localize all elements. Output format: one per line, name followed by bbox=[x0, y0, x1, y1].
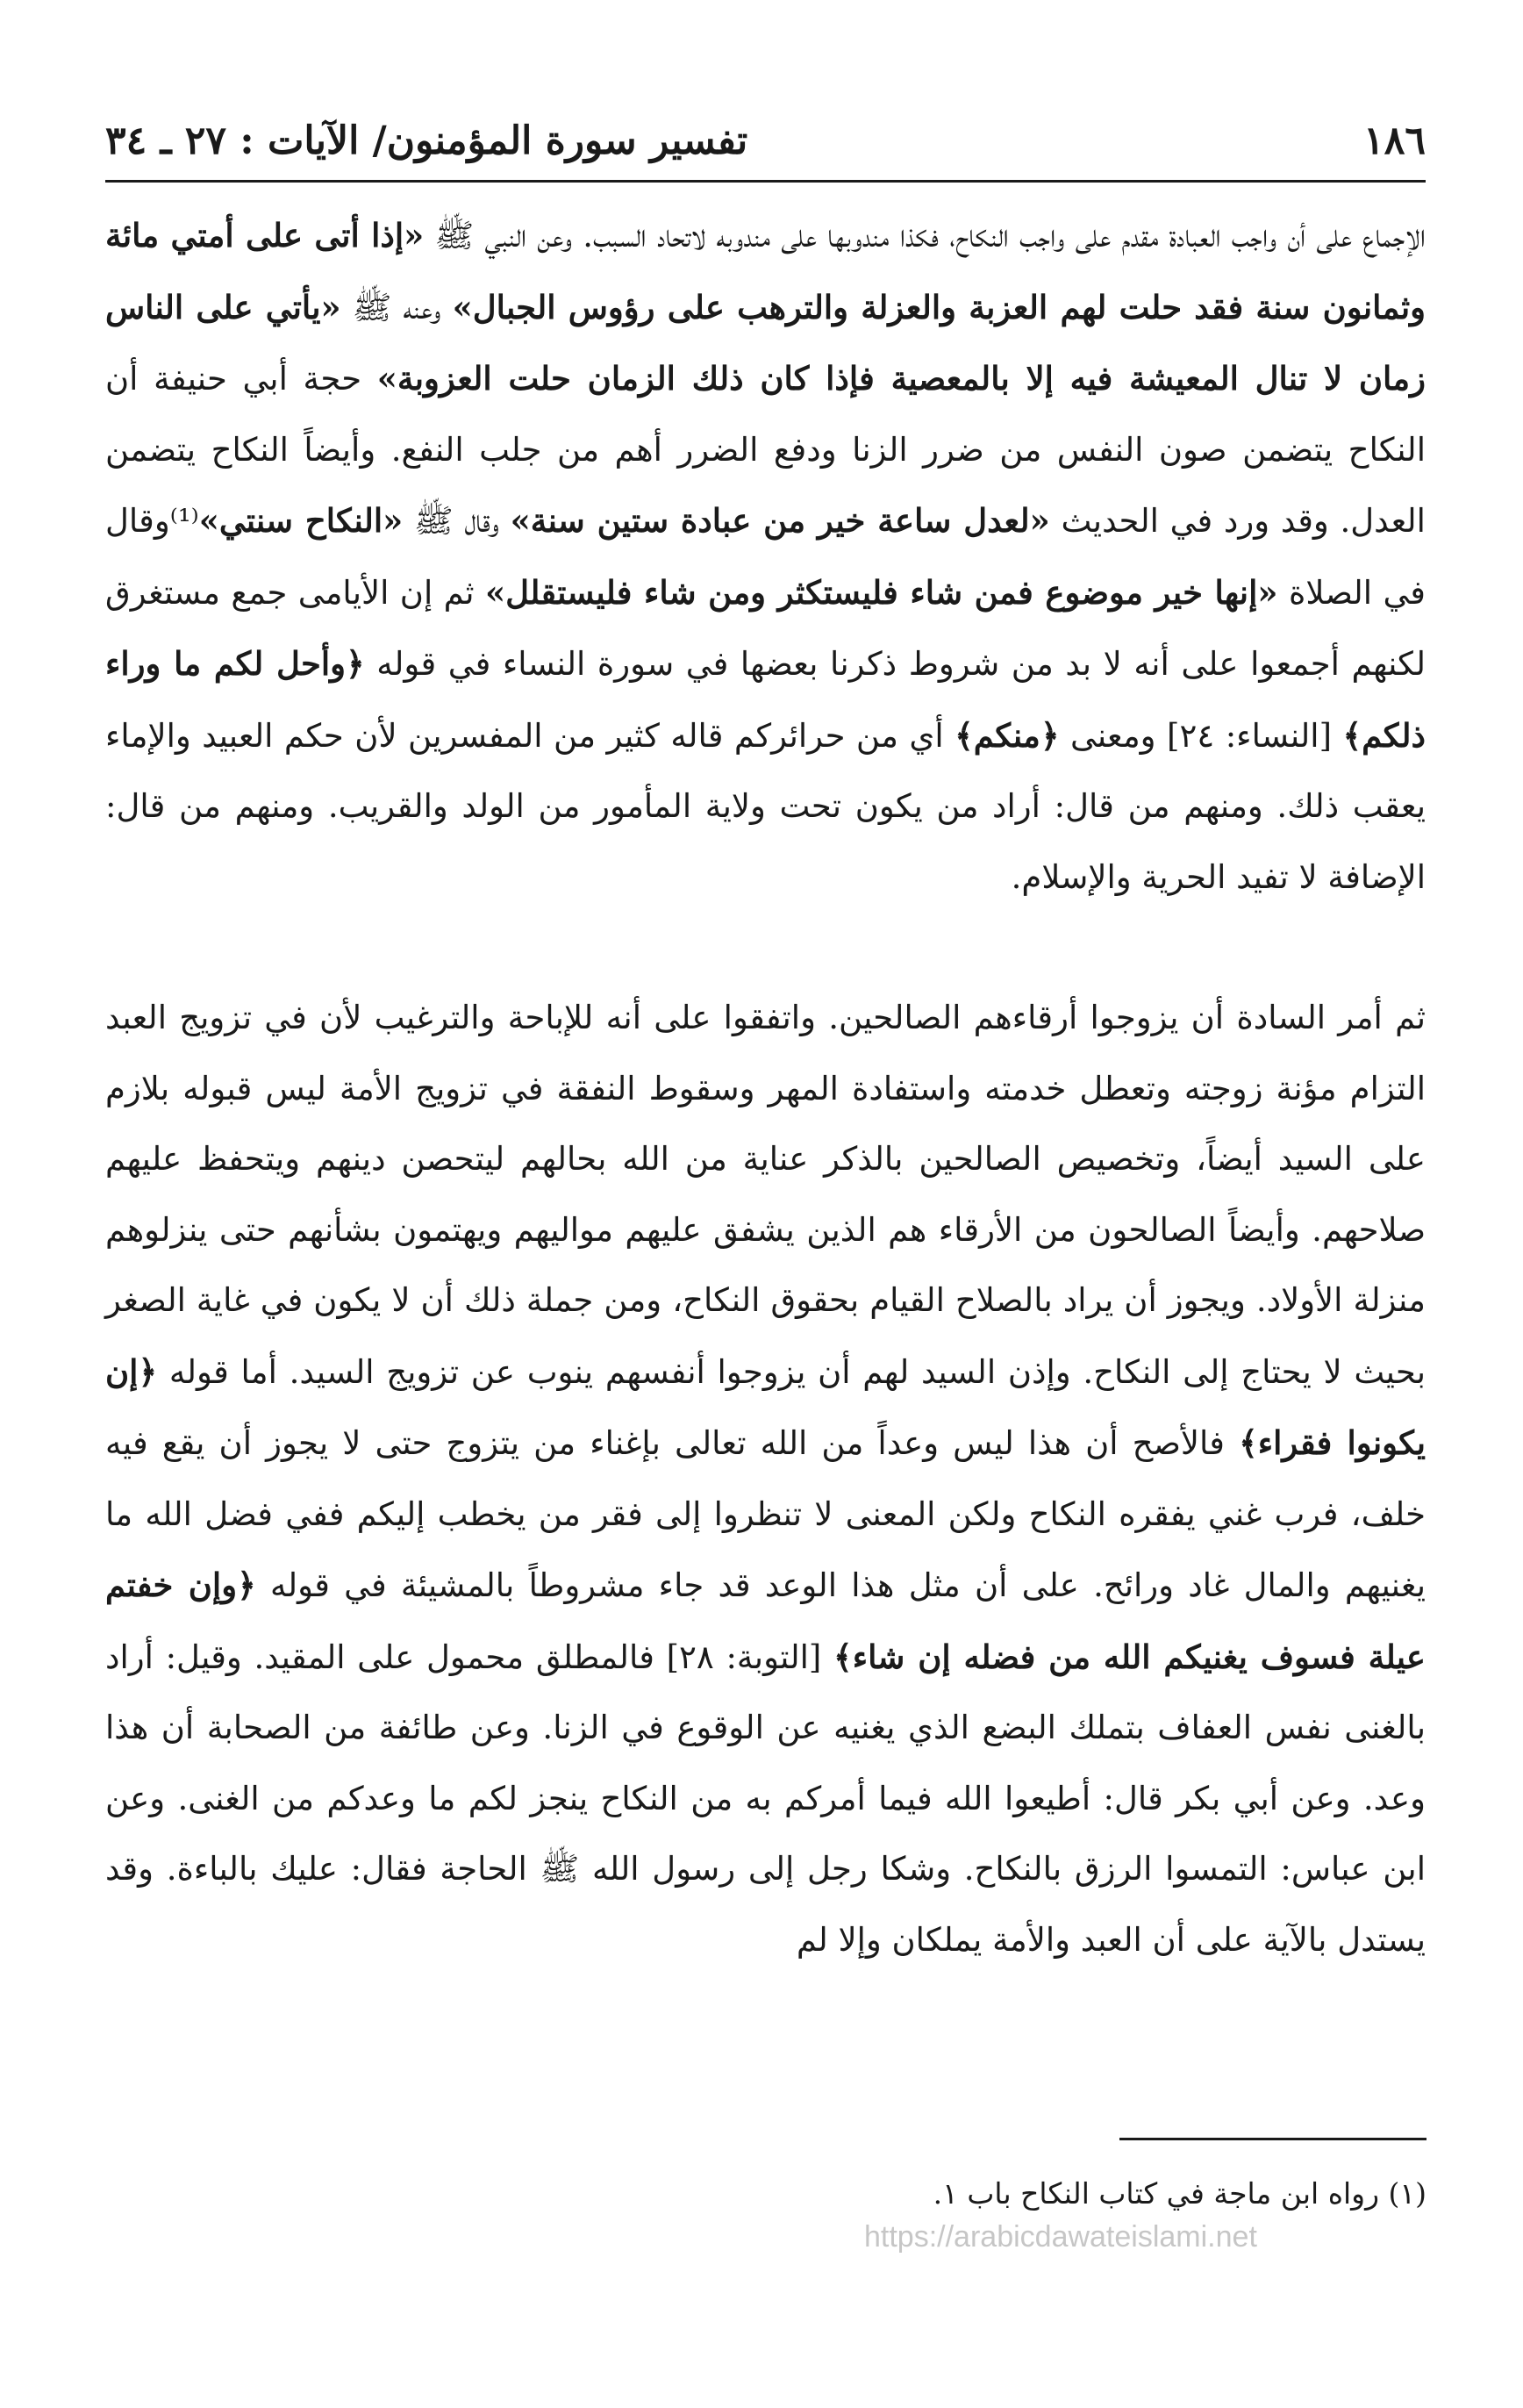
watermark-url: https://arabicdawateislami.net bbox=[864, 2220, 1257, 2254]
quoted-text: «لعدل ساعة خير من عبادة ستين سنة» bbox=[510, 501, 1050, 540]
running-title: تفسير سورة المؤمنون/ الآيات : ٢٧ ـ ٣٤ bbox=[105, 118, 748, 163]
quoted-text: ﴿وإن خفتم عيلة فسوف يغنيكم الله من فضله إن شاء﴾ bbox=[105, 1566, 1426, 1676]
text-run: [النساء: ٢٤] ومعنى bbox=[1059, 716, 1343, 755]
text-run: فالأصح أن هذا ليس وعداً من الله تعالى بإغناء من يتزوج حتى لا يجوز أن يقع فيه خلف، فرب غني يفقره النكاح ولكن المعنى لا تنظروا إلى فقر من يخطب إليكم ففي فضل الله ما يغنيهم والمال غاد ورائح. على أن مثل هذا الوعد قد جاء مشروطاً بالمشيئة في قوله bbox=[105, 1424, 1426, 1604]
text-run: حجة أبي حنيفة أن النكاح يتضمن صون النفس من ضرر الزنا ودفع الضرر أهم من جلب النفع. وأيضاً النكاح يتضمن العدل. وقد ورد في الحديث bbox=[105, 360, 1426, 540]
text-run: وعنه ﷺ bbox=[340, 288, 453, 326]
text-run: [التوبة: ٢٨] فالمطلق محمول على المقيد. وقيل: أراد بالغنى نفس العفاف بتملك البضع الذي يغنيه عن الوقوع في الزنا. وعن طائفة من الصحابة أن هذا وعد. وعن أبي بكر قال: أطيعوا الله فيما أمركم به من النكاح ينجز لكم ما وعدكم من الغنى. وعن ابن عباس: التمسوا الرزق بالنكاح. وشكا رجل إلى رسول الله ﷺ الحاجة فقال: عليك بالباءة. وقد يستدل بالآية على أن العبد والأمة يملكان وإلا لم bbox=[105, 1638, 1426, 1959]
page-header bbox=[105, 110, 1426, 189]
footnote-rule bbox=[1119, 2138, 1426, 2140]
paragraph-1 bbox=[105, 200, 1426, 913]
footnote: (١) رواه ابن ماجة في كتاب النكاح باب ١. bbox=[933, 2176, 1426, 2211]
text-run: أي من حرائركم قاله كثير من المفسرين لأن حكم العبيد والإماء يعقب ذلك. ومنهم من قال: أراد من يكون تحت ولاية المأمور من الولد والقريب. ومنهم من قال: الإضافة لا تفيد الحرية والإسلام. bbox=[105, 716, 1426, 896]
text-run: ثم أمر السادة أن يزوجوا أرقاءهم الصالحين. واتفقوا على أنه للإباحة والترغيب لأن في تزويج العبد التزام مؤنة زوجته وتعطل خدمته واستفادة المهر وسقوط النفقة في تزويج الأمة ليس قبوله بلازم على السيد أيضاً، وتخصيص الصالحين بالذكر عناية من الله بحالهم ليتحصن دينهم ويتحفظ عليهم صلاحهم. وأيضاً الصالحون من الأرقاء هم الذين يشفق عليهم مواليهم ويهتمون بشأنهم حتى ينزلوهم منزلة الأولاد. ويجوز أن يراد بالصلاح القيام بحقوق النكاح، ومن جملة ذلك أن لا يكون في غاية الصغر بحيث لا يحتاج إلى النكاح. وإذن السيد لهم أن يزوجوا أنفسهم ينوب عن تزويج السيد. أما قوله bbox=[105, 999, 1426, 1391]
page-number: ١٨٦ bbox=[1363, 118, 1426, 163]
body-text bbox=[105, 200, 1426, 1975]
text-run: الإجماع على أن واجب العبادة مقدم على واجب النكاح، فكذا مندوبها على مندوبه لاتحاد السبب. وعن النبي ﷺ bbox=[424, 217, 1426, 254]
quoted-text: «إنها خير موضوع فمن شاء فليستكثر ومن شاء فليستقلل» bbox=[485, 572, 1278, 612]
text-run: ⁽¹⁾ bbox=[169, 502, 199, 540]
quoted-text: «النكاح سنتي» bbox=[198, 501, 404, 540]
quoted-text: ﴿منكم﴾ bbox=[955, 715, 1060, 755]
text-run: ثم إن الأيامى جمع مستغرق لكنهم أجمعوا على أنه لا بد من شروط ذكرنا بعضها في سورة النساء في قوله bbox=[105, 573, 1426, 683]
quoted-text: «يأتي على الناس زمان لا تنال المعيشة فيه إلا بالمعصية فإذا كان ذلك الزمان حلت العزوبة» bbox=[105, 287, 1426, 398]
text-run: وقال ﷺ bbox=[403, 502, 511, 540]
quoted-text: ﴿إن يكونوا فقراء﴾ bbox=[105, 1351, 1426, 1462]
paragraph-2 bbox=[105, 983, 1426, 1975]
quoted-text: «إذا أتى على أمتي مائة وثمانون سنة فقد حلت لهم العزبة والعزلة والترهب على رؤوس الجبال» bbox=[105, 216, 1426, 326]
quoted-text: ﴿وأحل لكم ما وراء ذلكم﴾ bbox=[105, 644, 1426, 755]
text-run: وقال في الصلاة bbox=[105, 502, 1426, 612]
header-rule bbox=[105, 180, 1426, 183]
